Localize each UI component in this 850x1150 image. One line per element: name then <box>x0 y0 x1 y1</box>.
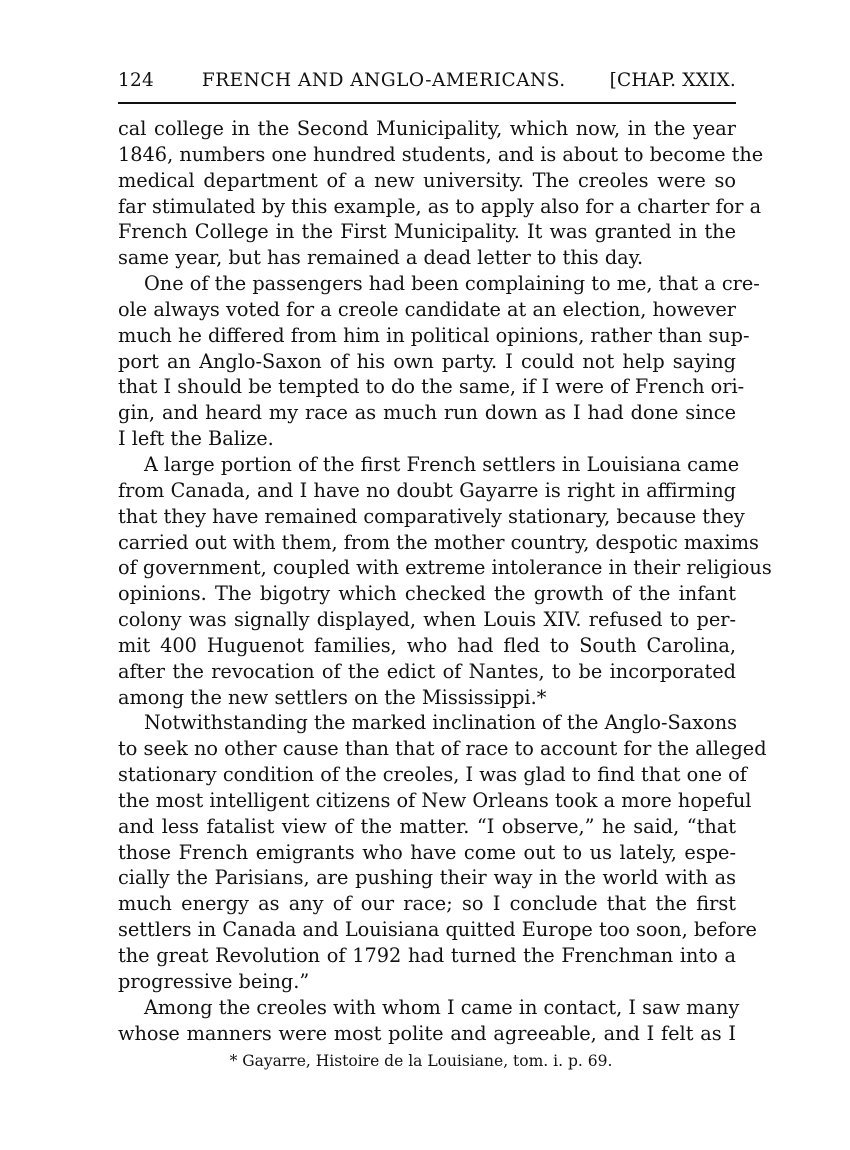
text-line: ole always voted for a creole candidate at an election, however <box>118 297 736 321</box>
text-line: medical department of a new university. The creoles were so <box>118 168 736 192</box>
text-line: and less fatalist view of the matter. “I observe,” he said, “that <box>118 814 736 838</box>
text-line: same year, but has remained a dead letter to this day. <box>118 246 644 270</box>
paragraph <box>118 452 772 710</box>
text-line: much he differed from him in political opinions, rather than sup- <box>118 323 750 347</box>
text-line: from Canada, and I have no doubt Gayarre is right in affirming <box>118 478 736 502</box>
text-line: mit 400 Huguenot families, who had fled to South Carolina, <box>118 633 736 657</box>
text-line: whose manners were most polite and agreeable, and I felt as I <box>118 1021 736 1045</box>
body-text <box>118 116 772 1046</box>
paragraph <box>118 995 740 1047</box>
book-page <box>118 70 772 1072</box>
text-line: gin, and heard my race as much run down as I had done since <box>118 401 736 425</box>
text-line: Notwithstanding the marked inclination of the Anglo-Saxons <box>144 711 738 735</box>
paragraph <box>118 116 764 271</box>
text-line: that they have remained comparatively stationary, because they <box>118 504 745 528</box>
text-line: I left the Balize. <box>118 427 274 451</box>
paragraph <box>118 271 760 452</box>
text-line: much energy as any of our race; so I conclude that the first <box>118 892 736 916</box>
text-line: carried out with them, from the mother country, despotic maxims <box>118 530 759 554</box>
running-header <box>118 70 736 100</box>
text-line: French College in the First Municipality. It was granted in the <box>118 220 736 244</box>
text-line: cially the Parisians, are pushing their way in the world with as <box>118 866 736 890</box>
chapter-label: [CHAP. XXIX. <box>609 70 736 91</box>
text-line: cal college in the Second Municipality, which now, in the year <box>118 117 736 140</box>
text-line: to seek no other cause than that of race to account for the alleged <box>118 737 767 761</box>
text-line: colony was signally displayed, when Louis XIV. refused to per- <box>118 608 736 632</box>
text-line: Among the creoles with whom I came in contact, I saw many <box>144 995 740 1019</box>
text-line: far stimulated by this example, as to apply also for a charter for a <box>118 194 762 218</box>
text-line: among the new settlers on the Mississippi.* <box>118 685 547 709</box>
text-line: 1846, numbers one hundred students, and is about to become the <box>118 142 764 166</box>
text-line: opinions. The bigotry which checked the growth of the infant <box>118 582 736 606</box>
text-line: the great Revolution of 1792 had turned the Frenchman into a <box>118 944 736 967</box>
text-line: One of the passengers had been complaining to me, that a cre- <box>144 272 760 296</box>
page-number: 124 <box>118 70 154 91</box>
text-line: those French emigrants who have come out to us lately, espe- <box>118 840 736 864</box>
text-line: the most intelligent citizens of New Orleans took a more hopeful <box>118 788 752 812</box>
header-rule <box>118 102 736 104</box>
running-title: FRENCH AND ANGLO-AMERICANS. <box>201 70 566 91</box>
text-line: after the revocation of the edict of Nantes, to be incorporated <box>118 659 736 683</box>
footnote: * Gayarre, Histoire de la Louisiane, tom. i. p. 69. <box>229 1052 613 1071</box>
text-line: of government, coupled with extreme intolerance in their religious <box>118 556 772 580</box>
paragraph <box>118 710 767 994</box>
text-line: progressive being.” <box>118 969 310 993</box>
text-line: port an Anglo-Saxon of his own party. I could not help saying <box>118 349 736 373</box>
text-line: A large portion of the first French settlers in Louisiana came <box>144 452 740 476</box>
text-line: stationary condition of the creoles, I was glad to find that one of <box>118 763 747 787</box>
text-line: that I should be tempted to do the same, if I were of French ori- <box>118 375 745 399</box>
text-line: settlers in Canada and Louisiana quitted Europe too soon, before <box>118 918 757 942</box>
